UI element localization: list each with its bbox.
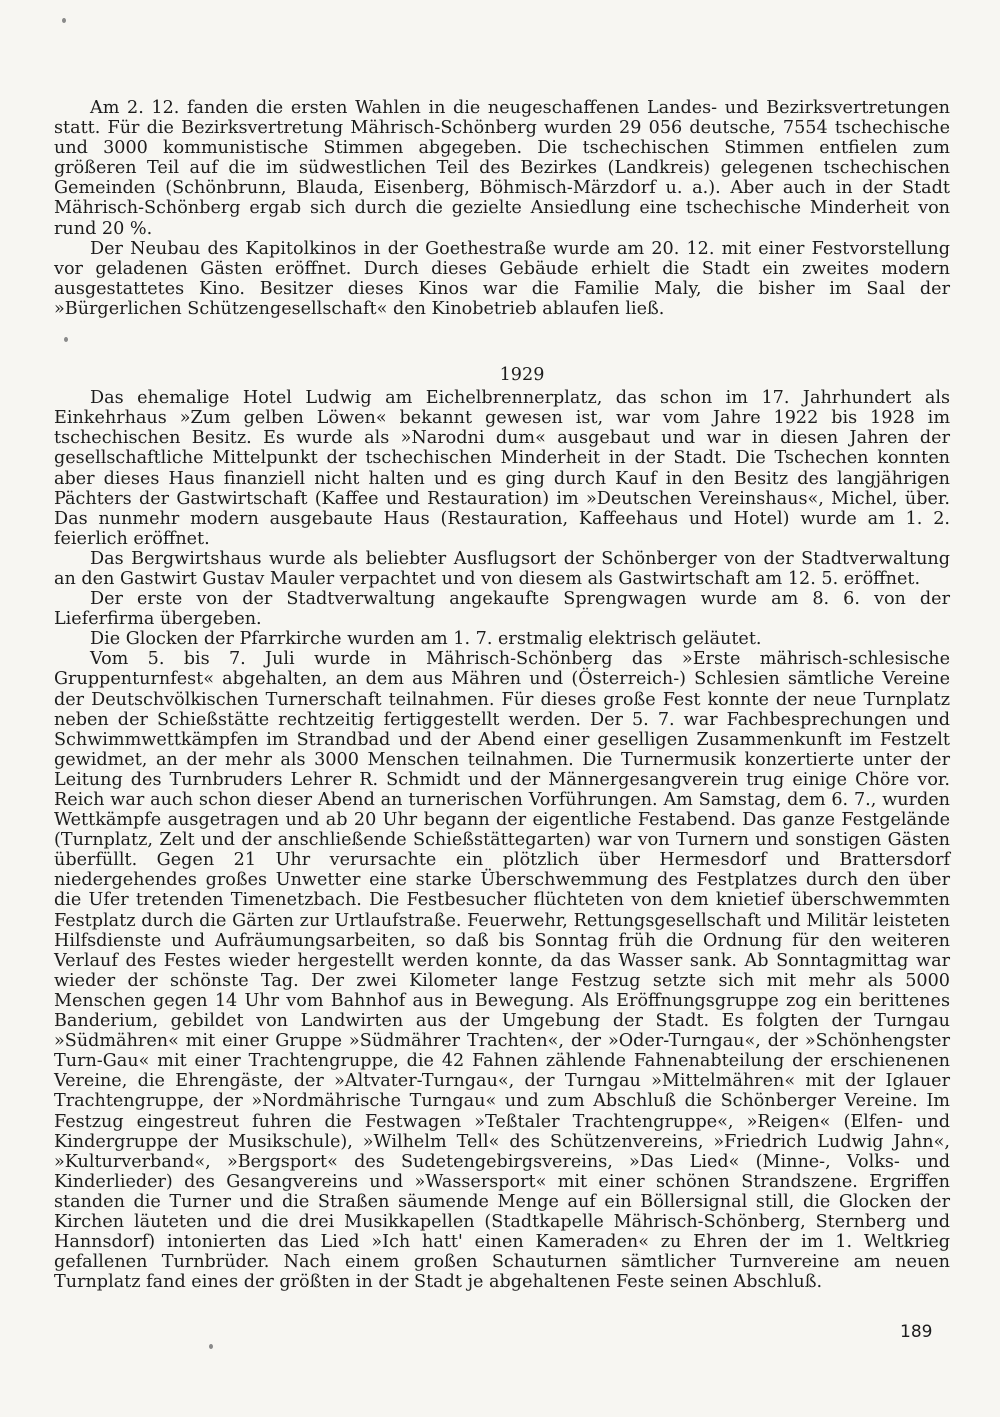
section-heading-1929: 1929 xyxy=(499,365,545,386)
paragraph-kapitolkino: Der Neubau des Kapitolkinos in der Goethestraße wurde am 20. 12. mit einer Festvorstellung vor geladenen Gästen eröffnet. Durch dieses Gebäude erhielt die Stadt ein zweites modern ausgestattetes Kino. Besitzer dieses Kinos war die Familie Maly, die bisher im Saal der »Bürgerlichen Schützengesellschaft« den Kinobetrieb ablaufen ließ. xyxy=(54,238,950,319)
paragraph-sprengwagen: Der erste von der Stadtverwaltung angekaufte Sprengwagen wurde am 8. 6. von der Lieferfirma übergeben. xyxy=(54,589,950,630)
paragraph-bergwirtshaus: Das Bergwirtshaus wurde als beliebter Ausflugsort der Schönberger von der Stadtverwaltung an den Gastwirt Gustav Mauler verpachtet und von diesem als Gastwirtschaft am 12. 5. eröffnet. xyxy=(54,548,950,589)
page-number: 189 xyxy=(900,1322,933,1342)
paragraph-glocken: Die Glocken der Pfarrkirche wurden am 1. 7. erstmalig elektrisch geläutet. xyxy=(90,629,762,650)
section-gap xyxy=(54,319,950,365)
paragraph-hotel-ludwig: Das ehemalige Hotel Ludwig am Eichelbrennerplatz, das schon im 17. Jahrhundert als Einkehrhaus »Zum gelben Löwen« bekannt gewesen ist, war vom Jahre 1922 bis 1928 im tschechischen Besitz. Es wurde als »Narodni dum« ausgebaut und war in diesen Jahren der gesellschaftliche Mittelpunkt der tschechischen Minderheit in der Stadt. Die Tschechen konnten aber dieses Haus finanziell nicht halten und es ging durch Kauf in den Besitz des langjährigen Pächters der Gastwirtschaft (Kaffee und Restauration) im »Deutschen Vereinshaus«, Michel, über. Das nunmehr modern ausgebaute Haus (Restauration, Kaffeehaus und Hotel) wurde am 1. 2. feierlich eröffnet. xyxy=(54,388,950,549)
paragraph-turnfest: Vom 5. bis 7. Juli wurde in Mährisch-Schönberg das »Erste mährisch-schlesische Gruppenturnfest« abgehalten, an dem aus Mähren und (Österreich-) Schlesien sämtliche Vereine der Deutschvölkischen Turnerschaft teilnahmen. Für dieses große Fest konnte der neue Turnplatz neben der Schießstätte rechtzeitig fertiggestellt werden. Der 5. 7. war Fachbesprechungen und Schwimmwettkämpfen im Strandbad und der Abend einer geselligen Zusammenkunft im Festzelt gewidmet, an der mehr als 3000 Menschen teilnahmen. Die Turnermusik konzertierte unter der Leitung des Turnbruders Lehrer R. Schmidt und der Männergesangverein trug einige Chöre vor. Reich war auch schon dieser Abend an turnerischen Vorführungen. Am Samstag, dem 6. 7., wurden Wettkämpfe ausgetragen und ab 20 Uhr begann der eigentliche Festabend. Das ganze Festgelände (Turnplatz, Zelt und der anschließende Schießstättegarten) war von Turnern und sonstigen Gästen überfüllt. Gegen 21 Uhr verursachte ein plötzlich über Hermesdorf und Brattersdorf niedergehendes großes Unwetter eine starke Überschwemmung des Festplatzes durch den über die Ufer tretenden Timenetzbach. Die Festbesucher flüchteten von dem knietief überschwemmten Festplatz durch die Gärten zur Urtlaufstraße. Feuerwehr, Rettungsgesellschaft und Militär leisteten Hilfsdienste und Aufräumungsarbeiten, so daß bis Sonntag früh die Ordnung für den weiteren Verlauf des Festes wieder hergestellt werden konnte, da das Wasser sank. Ab Sonntagmittag war wieder der schönste Tag. Der zwei Kilometer lange Festzug setzte sich mit mehr als 5000 Menschen gegen 14 Uhr vom Bahnhof aus in Bewegung. Als Eröffnungsgruppe zog ein berittenes Banderium, gebildet von Landwirten aus der Umgebung der Stadt. Es folgten der Turngau »Südmähren« mit einer Gruppe »Südmährer Trachten«, der »Oder-Turngau«, der »Schönhengster Turn-Gau« mit einer Trachtengruppe, die 42 Fahnen zählende Fahnenabteilung der erschienenen Vereine, die Ehrengäste, der »Altvater-Turngau«, der Turngau »Mittelmähren« mit der Iglauer Trachtengruppe, der »Nordmährische Turngau« und zum Abschluß die Schönberger Vereine. Im Festzug eingestreut fuhren die Festwagen »Teßtaler Trachtengruppe«, »Reigen« (Elfen- und Kindergruppe der Musikschule), »Wilhelm Tell« des Schützenvereins, »Friedrich Ludwig Jahn«, »Kulturverband«, »Bergsport« des Sudetengebirgsvereins, »Das Lied« (Minne-, Volks- und Kinderlieder) des Gesangvereins und »Wassersport« mit einer schönen Strandszene. Ergriffen standen die Turner und die Straßen säumende Menge auf ein Böllersignal still, die Glocken der Kirchen läuteten und die drei Musikkapellen (Stadtkapelle Mährisch-Schönberg, Sternberg und Hannsdorf) intonierten das Lied »Ich hatt' einen Kameraden« zu Ehren der im 1. Weltkrieg gefallenen Turnbrüder. Nach einem großen Schauturnen sämtlicher Turnvereine am neuen Turnplatz fand eines der größten in der Stadt je abgehaltenen Feste seinen Abschluß. xyxy=(54,649,950,1293)
page-body xyxy=(54,98,950,1292)
scan-speck xyxy=(62,18,66,23)
paragraph-elections: Am 2. 12. fanden die ersten Wahlen in die neugeschaffenen Landes- und Bezirksvertretungen statt. Für die Bezirksvertretung Mährisch-Schönberg wurden 29 056 deutsche, 7554 tschechische und 3000 kommunistische Stimmen abgegeben. Die tschechischen Stimmen entfielen zum größeren Teil auf die im südwestlichen Teil des Bezirkes (Landkreis) gelegenen tschechischen Gemeinden (Schönbrunn, Blauda, Eisenberg, Böhmisch-Märzdorf u. a.). Aber auch in der Stadt Mährisch-Schönberg ergab sich durch die gezielte Ansiedlung eine tschechische Minderheit von rund 20 %. xyxy=(54,98,950,239)
scan-speck xyxy=(209,1344,213,1349)
